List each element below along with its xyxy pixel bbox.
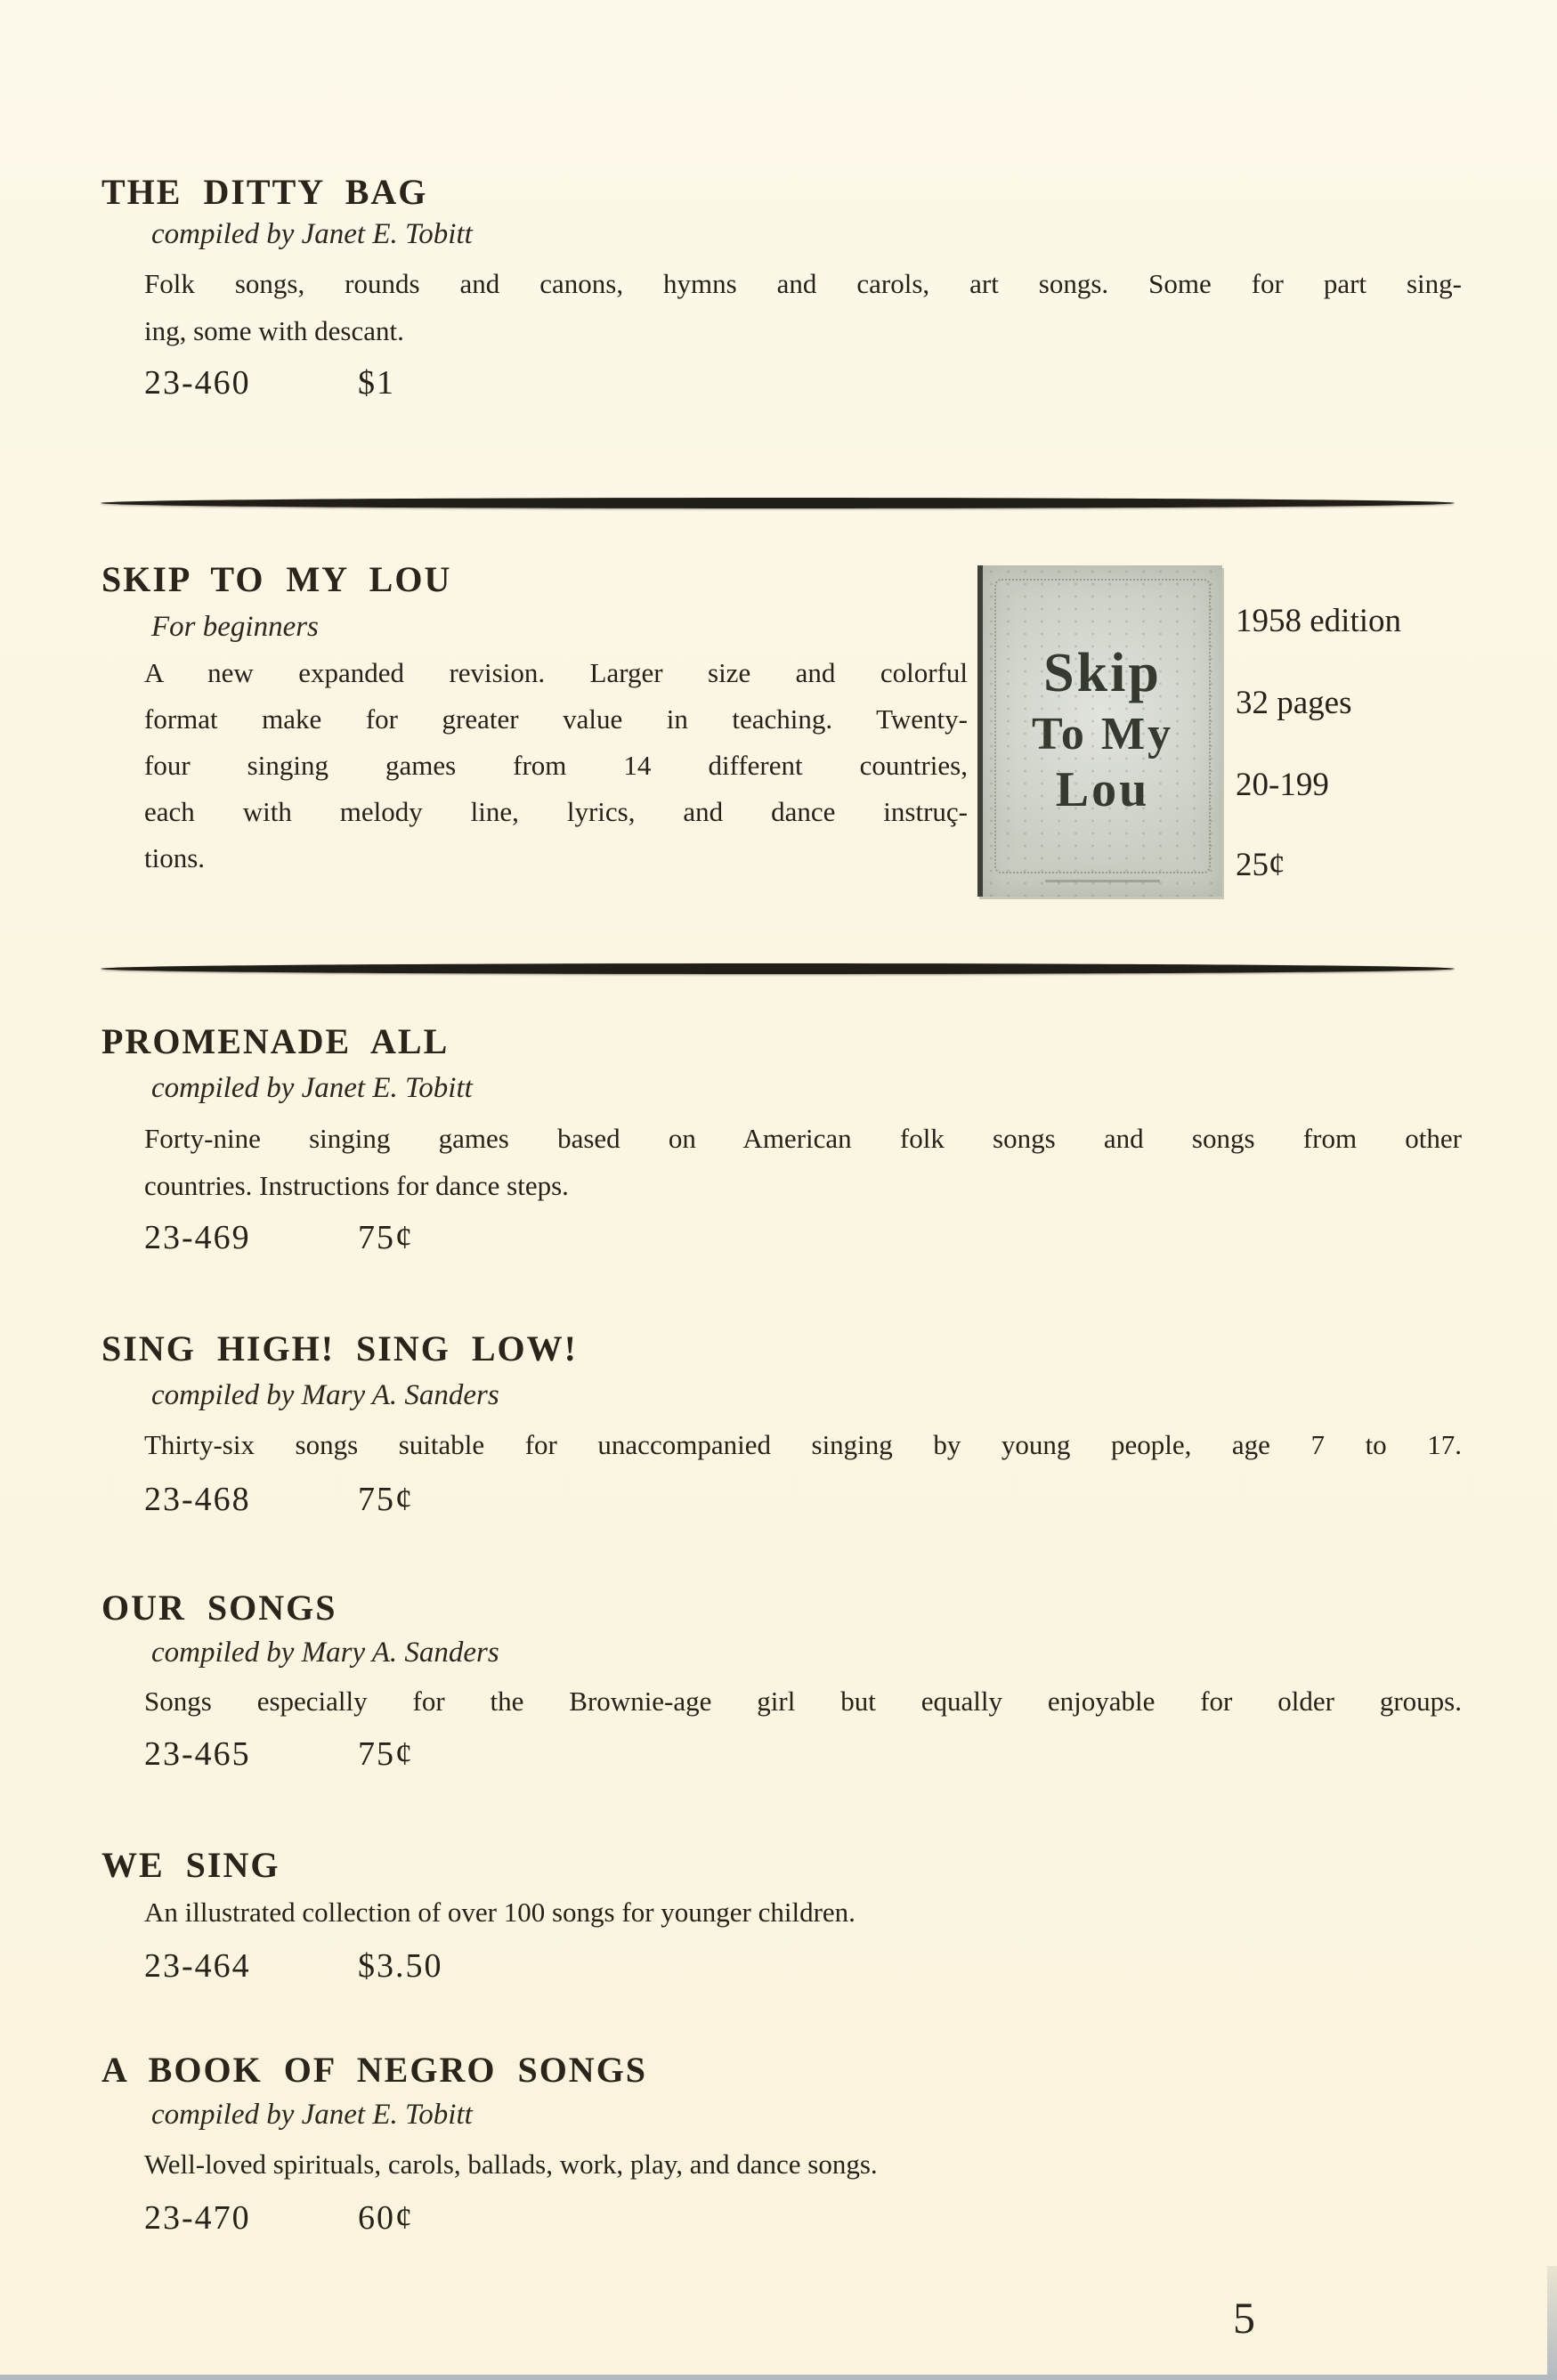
description-line: format make for greater value in teaching. Twenty- bbox=[144, 703, 968, 735]
detail-pages: 32 pages bbox=[1236, 685, 1352, 721]
description-line: Folk songs, rounds and canons, hymns and carols, art songs. Some for part sing- bbox=[144, 268, 1462, 299]
section-title: OUR SONGS bbox=[101, 1588, 337, 1628]
description-line: tions. bbox=[144, 842, 206, 873]
cover-title-line: To My bbox=[1032, 709, 1173, 759]
catalog-number: 23-464 bbox=[144, 1947, 251, 1985]
catalog-number: 23-469 bbox=[144, 1219, 251, 1256]
catalog-code-line bbox=[144, 363, 767, 406]
price: 60¢ bbox=[358, 2199, 414, 2237]
description-line: ing, some with descant. bbox=[144, 315, 404, 346]
catalog-number: 23-470 bbox=[144, 2199, 251, 2237]
description-line: An illustrated collection of over 100 songs for younger children. bbox=[144, 1897, 856, 1928]
section-byline: compiled by Janet E. Tobitt bbox=[151, 1072, 473, 1104]
cover-title-line: Skip bbox=[1043, 643, 1162, 703]
book-cover-image bbox=[977, 565, 1222, 897]
detail-price: 25¢ bbox=[1236, 847, 1285, 883]
catalog-code-line bbox=[144, 2198, 767, 2241]
section-title: PROMENADE ALL bbox=[101, 1021, 450, 1061]
section-description bbox=[144, 2140, 1462, 2188]
description-line: Songs especially for the Brownie-age girl but equally enjoyable for older groups. bbox=[144, 1685, 1462, 1717]
detail-edition: 1958 edition bbox=[1236, 603, 1402, 639]
catalog-code-line bbox=[144, 1218, 767, 1261]
section-title: SKIP TO MY LOU bbox=[101, 559, 452, 599]
catalog-code-line bbox=[144, 1946, 767, 1989]
description-line: Well-loved spirituals, carols, ballads, work, play, and dance songs. bbox=[144, 2148, 878, 2180]
catalog-number: 23-468 bbox=[144, 1481, 251, 1518]
divider-rule bbox=[101, 963, 1455, 974]
cover-fine-print bbox=[1045, 880, 1160, 882]
section-description bbox=[144, 650, 968, 881]
price: 75¢ bbox=[358, 1481, 414, 1518]
divider-rule bbox=[101, 498, 1455, 508]
section-description bbox=[144, 260, 1462, 354]
section-title: THE DITTY BAG bbox=[101, 172, 428, 212]
description-line: Thirty-six songs suitable for unaccompanied singing by young people, age 7 to 17. bbox=[144, 1429, 1462, 1460]
description-line: Forty-nine singing games based on American folk songs and songs from other bbox=[144, 1123, 1462, 1154]
price: $1 bbox=[358, 364, 395, 402]
section-description bbox=[144, 1889, 1462, 1936]
section-byline: compiled by Mary A. Sanders bbox=[151, 1637, 499, 1669]
section-byline: compiled by Janet E. Tobitt bbox=[151, 2099, 473, 2131]
price: $3.50 bbox=[358, 1947, 443, 1985]
page-number: 5 bbox=[1233, 2293, 1255, 2343]
section-byline: For beginners bbox=[151, 611, 319, 643]
section-title: WE SING bbox=[101, 1845, 280, 1885]
detail-catalog-number: 20-199 bbox=[1236, 767, 1329, 803]
catalog-number: 23-460 bbox=[144, 364, 251, 402]
section-title: SING HIGH! SING LOW! bbox=[101, 1328, 578, 1369]
section-description bbox=[144, 1677, 1462, 1725]
section-byline: compiled by Janet E. Tobitt bbox=[151, 218, 473, 250]
description-line: each with melody line, lyrics, and dance instruç- bbox=[144, 796, 968, 827]
price: 75¢ bbox=[358, 1735, 414, 1773]
section-description bbox=[144, 1421, 1462, 1468]
section-title: A BOOK OF NEGRO SONGS bbox=[101, 2050, 648, 2090]
cover-title-line: Lou bbox=[1055, 762, 1150, 817]
price: 75¢ bbox=[358, 1219, 414, 1256]
catalog-code-line bbox=[144, 1480, 767, 1523]
description-line: A new expanded revision. Larger size and colorful bbox=[144, 657, 968, 688]
description-line: countries. Instructions for dance steps. bbox=[144, 1170, 569, 1201]
catalog-number: 23-465 bbox=[144, 1735, 251, 1773]
scan-corner-shade bbox=[1547, 2266, 1557, 2380]
scan-bottom-edge bbox=[0, 2375, 1557, 2380]
section-description bbox=[144, 1115, 1462, 1209]
section-byline: compiled by Mary A. Sanders bbox=[151, 1379, 499, 1411]
description-line: four singing games from 14 different countries, bbox=[144, 750, 968, 781]
catalog-code-line bbox=[144, 1734, 767, 1777]
